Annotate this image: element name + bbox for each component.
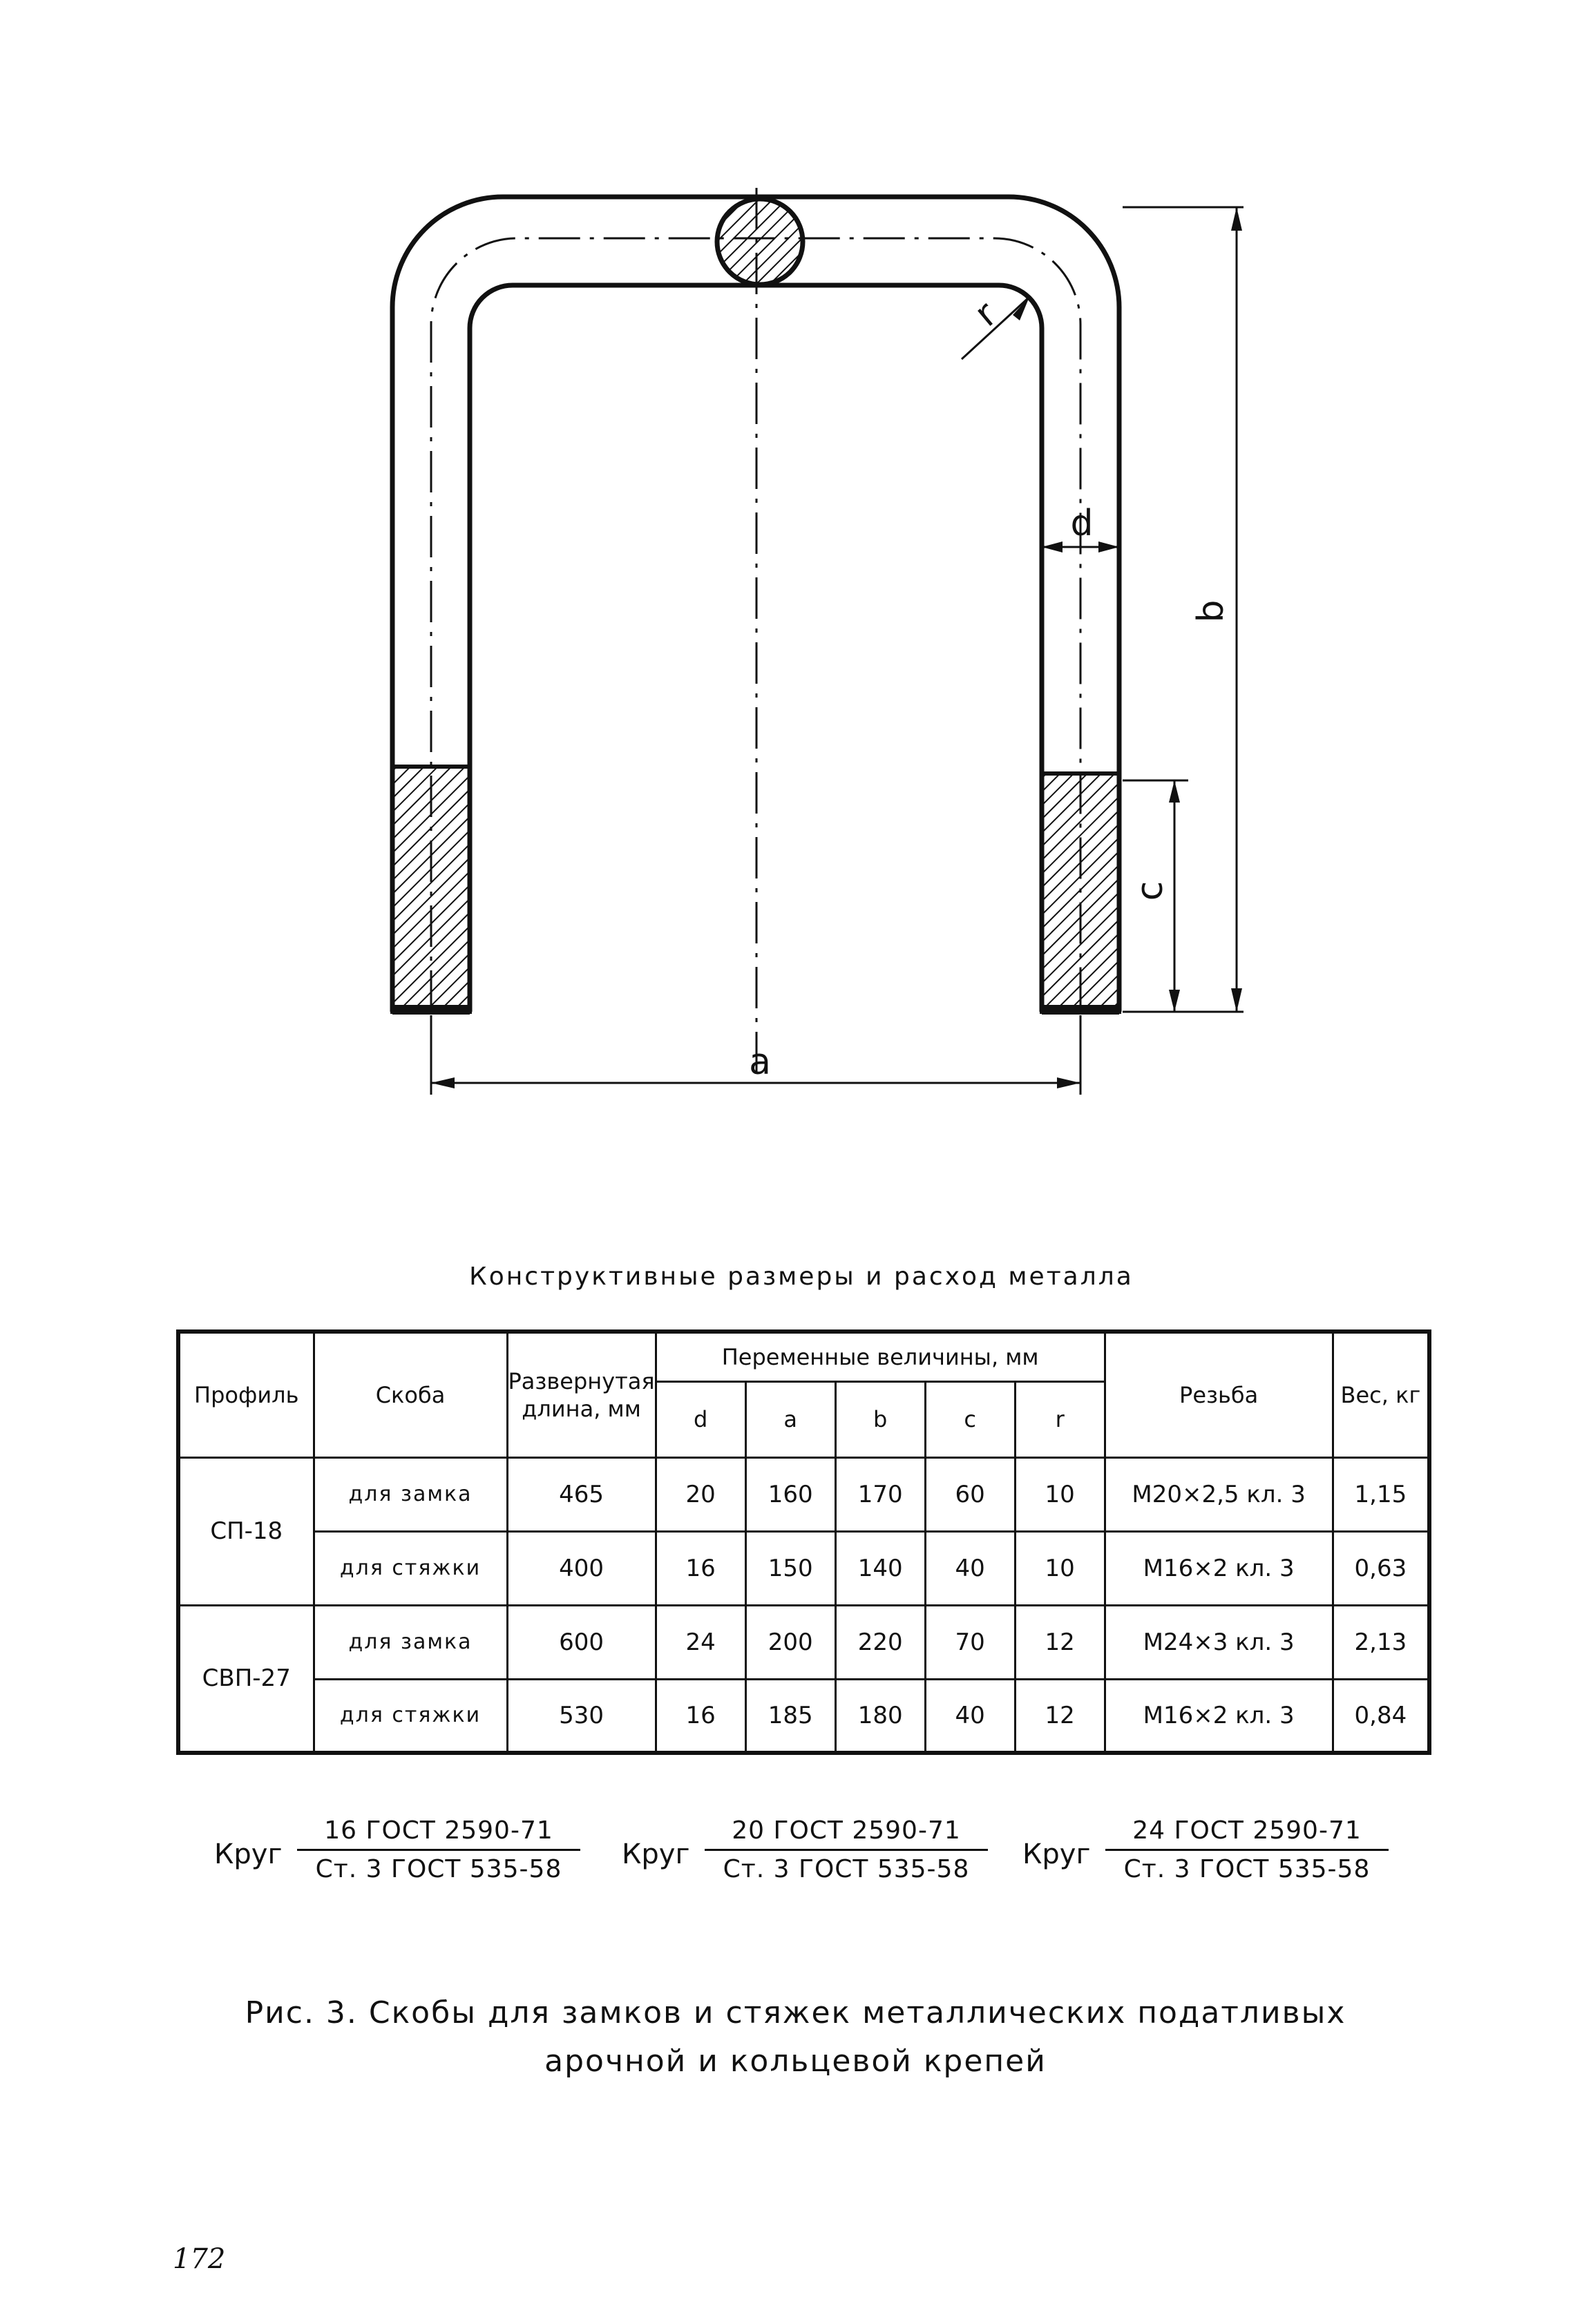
weight-cell: 2,13 [1333, 1605, 1429, 1679]
table-caption: Конструктивные размеры и расход металла [469, 1262, 1134, 1291]
b-cell: 220 [835, 1605, 925, 1679]
table-row [178, 1679, 1429, 1753]
formula-word: Круг [1022, 1838, 1091, 1870]
b-cell: 180 [835, 1679, 925, 1753]
profile-cell: СП-18 [178, 1457, 314, 1605]
formula-word: Круг [214, 1838, 283, 1870]
r-cell: 12 [1015, 1605, 1105, 1679]
header-bracket: Скоба [314, 1332, 507, 1457]
header-c: c [925, 1381, 1015, 1457]
d-cell: 16 [656, 1679, 745, 1753]
thread-right [1042, 774, 1119, 1012]
formula-numerator: 20 ГОСТ 2590-71 [705, 1816, 988, 1851]
length-cell: 465 [507, 1457, 656, 1531]
r-cell: 12 [1015, 1679, 1105, 1753]
a-cell: 200 [745, 1605, 835, 1679]
d-cell: 16 [656, 1531, 745, 1605]
header-r: r [1015, 1381, 1105, 1457]
figure-caption-line2: арочной и кольцевой крепей [544, 2044, 1047, 2079]
length-cell: 530 [507, 1679, 656, 1753]
formula-word: Круг [622, 1838, 690, 1870]
r-cell: 10 [1015, 1457, 1105, 1531]
formula-numerator: 16 ГОСТ 2590-71 [297, 1816, 580, 1851]
header-thread: Резьба [1105, 1332, 1333, 1457]
weight-cell: 0,84 [1333, 1679, 1429, 1753]
b-cell: 140 [835, 1531, 925, 1605]
bracket-cell: для стяжки [314, 1531, 507, 1605]
weight-cell: 1,15 [1333, 1457, 1429, 1531]
header-d: d [656, 1381, 745, 1457]
bracket-cell: для замка [314, 1605, 507, 1679]
header-profile: Профиль [178, 1332, 314, 1457]
bracket-cell: для стяжки [314, 1679, 507, 1753]
header-weight: Вес, кг [1333, 1332, 1429, 1457]
page-number: 172 [173, 2243, 226, 2275]
d-cell: 24 [656, 1605, 745, 1679]
thread-cell: М20×2,5 кл. 3 [1105, 1457, 1333, 1531]
bracket-cell: для замка [314, 1457, 507, 1531]
formula-denominator: Ст. 3 ГОСТ 535-58 [723, 1855, 970, 1883]
c-cell: 40 [925, 1531, 1015, 1605]
c-cell: 70 [925, 1605, 1015, 1679]
r-cell: 10 [1015, 1531, 1105, 1605]
table-row [178, 1531, 1429, 1605]
section-circle [717, 199, 803, 285]
header-length: Развернутая длина, мм [507, 1332, 656, 1457]
formula-denominator: Ст. 3 ГОСТ 535-58 [1123, 1855, 1371, 1883]
table-row [178, 1605, 1429, 1679]
table-row [178, 1457, 1429, 1531]
label-d: d [1070, 503, 1094, 544]
label-c: c [1130, 881, 1171, 901]
length-cell: 400 [507, 1531, 656, 1605]
label-b: b [1190, 599, 1232, 623]
formula-denominator: Ст. 3 ГОСТ 535-58 [315, 1855, 562, 1883]
a-cell: 185 [745, 1679, 835, 1753]
profile-cell: СВП-27 [178, 1605, 314, 1753]
a-cell: 150 [745, 1531, 835, 1605]
label-a: a [749, 1041, 771, 1083]
b-cell: 170 [835, 1457, 925, 1531]
figure-caption [0, 1989, 1591, 2086]
thread-cell: М16×2 кл. 3 [1105, 1531, 1333, 1605]
label-r: r [966, 294, 1005, 335]
header-a: a [745, 1381, 835, 1457]
header-variables: Переменные величины, мм [656, 1332, 1105, 1381]
d-cell: 20 [656, 1457, 745, 1531]
thread-left [392, 767, 470, 1012]
dimensions-table [176, 1329, 1431, 1755]
header-b: b [835, 1381, 925, 1457]
a-cell: 160 [745, 1457, 835, 1531]
figure-caption-line1: Рис. 3. Скобы для замков и стяжек металлических податливых [245, 1995, 1346, 2030]
thread-cell: М16×2 кл. 3 [1105, 1679, 1333, 1753]
formula-numerator: 24 ГОСТ 2590-71 [1105, 1816, 1389, 1851]
c-cell: 40 [925, 1679, 1015, 1753]
thread-cell: М24×3 кл. 3 [1105, 1605, 1333, 1679]
c-cell: 60 [925, 1457, 1015, 1531]
weight-cell: 0,63 [1333, 1531, 1429, 1605]
length-cell: 600 [507, 1605, 656, 1679]
